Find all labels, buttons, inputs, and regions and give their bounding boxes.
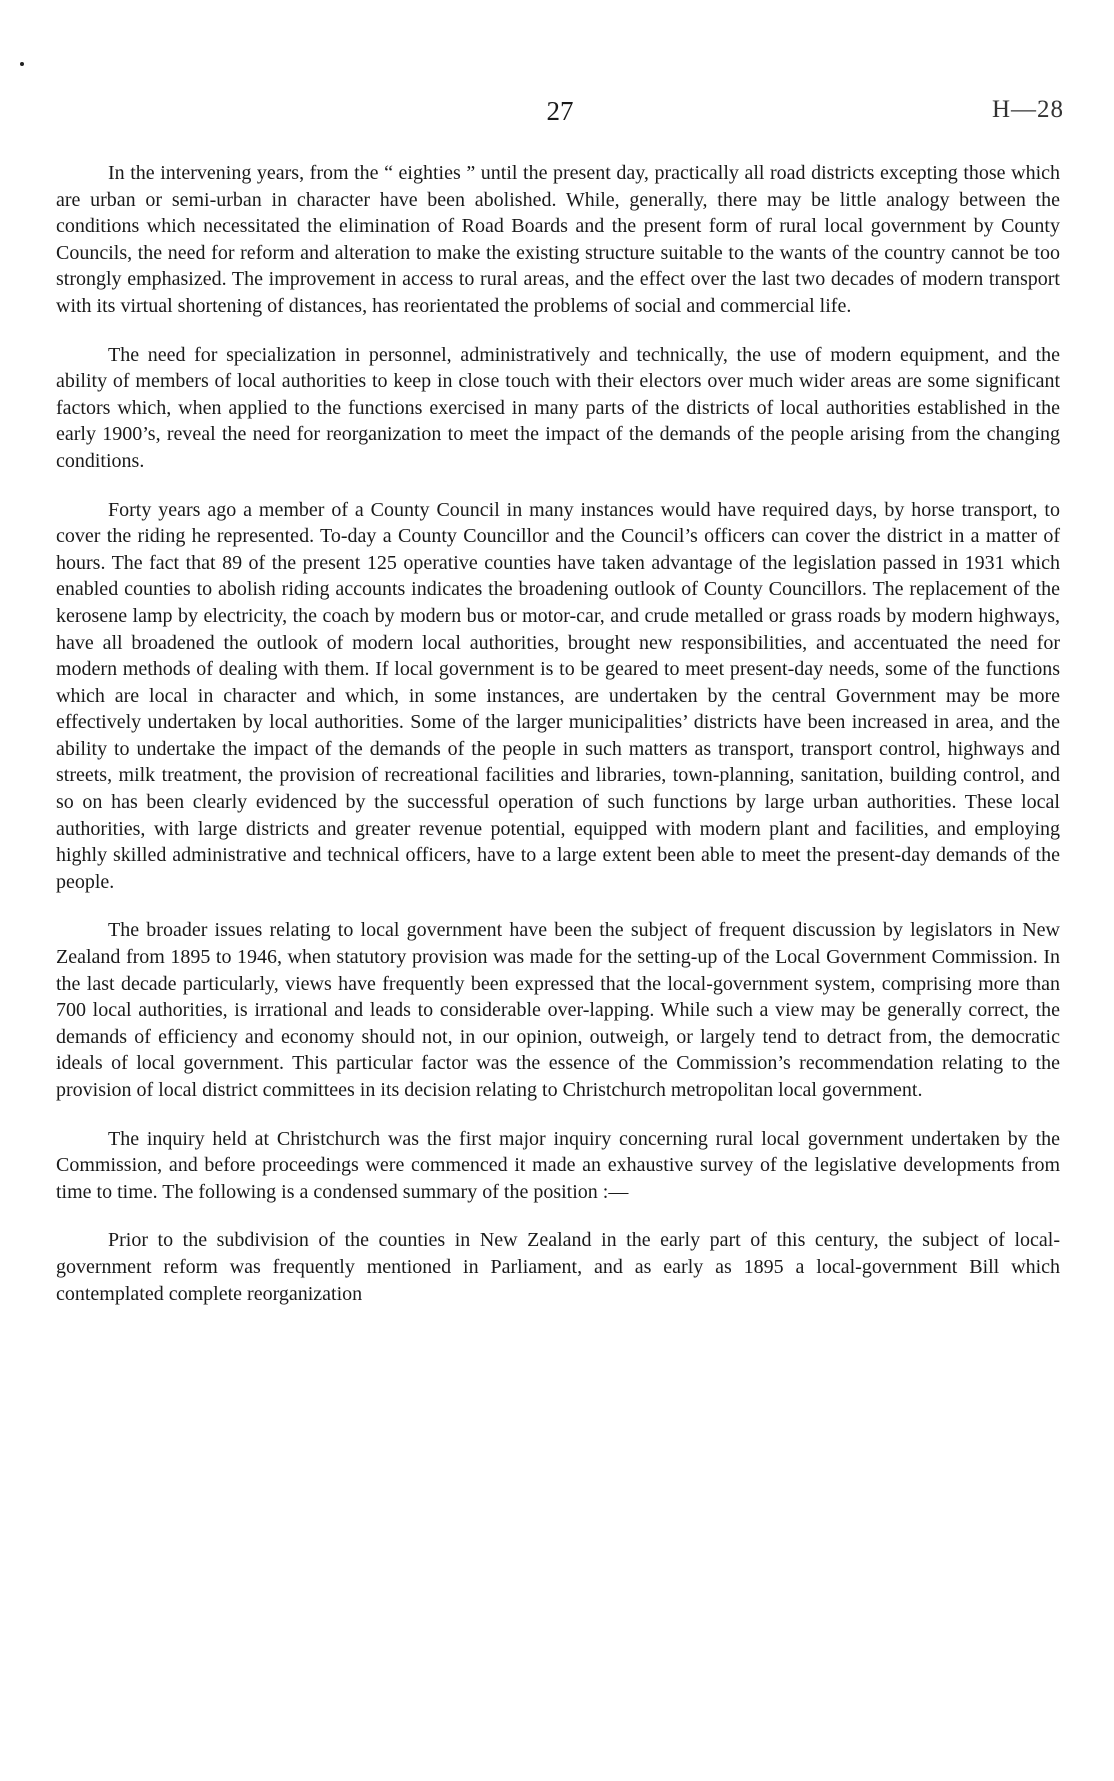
paragraph-road-districts: In the intervening years, from the “ eighties ” until the present day, practically all road districts excepting those which are urban or semi-urban in character have been abolished. While, generally, there may be little analogy between the conditions which necessitated the elimination of Road Boards and the present form of rural local government by County Councils, the need for reform and alteration to make the existing structure suitable to the wants of the country cannot be too strongly emphasized. The improvement in access to rural areas, and the effect over the last two decades of modern transport with its virtual shortening of distances, has reorientated the problems of social and commercial life. bbox=[56, 162, 1060, 317]
paragraph-specialization: The need for specialization in personnel, administratively and technically, the use of modern equipment, and the ability of members of local authorities to keep in close touch with their electors over much wider areas are some significant factors which, when applied to the functions exercised in many parts of the districts of local authorities established in the early 1900’s, reveal the need for reorganization to meet the impact of the demands of the people arising from the changing conditions. bbox=[56, 343, 1060, 472]
paragraph-broader-issues: The broader issues relating to local government have been the subject of frequent discussion by legislators in New Zealand from 1895 to 1946, when statutory provision was made for the setting-up of the Local Government Commission. In the last decade particularly, views have frequently been expressed that the local-government system, comprising more than 700 local authorities, is irrational and leads to considerable over-lapping. While such a view may be generally correct, the demands of efficiency and economy should not, in our opinion, outweigh, or largely tend to detract from, the democratic ideals of local government. This particular factor was the essence of the Commission’s recommendation relating to the provision of local district committees in its decision relating to Christchurch metropolitan local government. bbox=[56, 919, 1060, 1101]
paragraph-prior-subdivision: Prior to the subdivision of the counties in New Zealand in the early part of this century, the subject of local-government reform was frequently mentioned in Parliament, and as early as 1895 a local-government Bill which contemplated complete reorganization bbox=[56, 1229, 1060, 1305]
document-reference: H—28 bbox=[991, 96, 1064, 123]
page-number: 27 bbox=[546, 96, 574, 126]
paragraph-christchurch-inquiry: The inquiry held at Christchurch was the first major inquiry concerning rural local government undertaken by the Commission, and before proceedings were commenced it made an exhaustive survey of the legislative developments from time to time. The following is a condensed summary of the position :— bbox=[56, 1127, 1060, 1203]
stray-mark bbox=[20, 62, 24, 66]
body-text bbox=[56, 160, 1060, 1329]
paragraph-forty-years-ago: Forty years ago a member of a County Council in many instances would have required days, by horse transport, to cover the riding he represented. To-day a County Councillor and the Council’s officers can cover the district in a matter of hours. The fact that 89 of the present 125 operative counties have taken advantage of the legislation passed in 1931 which enabled counties to abolish riding accounts indicates the broadening outlook of County Councillors. The replacement of the kerosene lamp by electricity, the coach by modern bus or motor-car, and crude metalled or grass roads by modern highways, have all broadened the outlook of modern local authorities, brought new responsibilities, and accentuated the need for modern methods of dealing with them. If local government is to be geared to meet present-day needs, some of the functions which are local in character and which, in some instances, are undertaken by the central Government may be more effectively undertaken by local authorities. Some of the larger municipalities’ districts have been increased in area, and the ability to undertake the impact of the demands of the people in such matters as transport, transport control, highways and streets, milk treatment, the provision of recreational facilities and libraries, town-planning, sanitation, building control, and so on has been clearly evidenced by the successful operation of such functions by large urban authorities. These local authorities, with large districts and greater revenue potential, equipped with modern plant and facilities, and employing highly skilled administrative and technical officers, have to a large extent been able to meet the present-day demands of the people. bbox=[56, 498, 1060, 893]
